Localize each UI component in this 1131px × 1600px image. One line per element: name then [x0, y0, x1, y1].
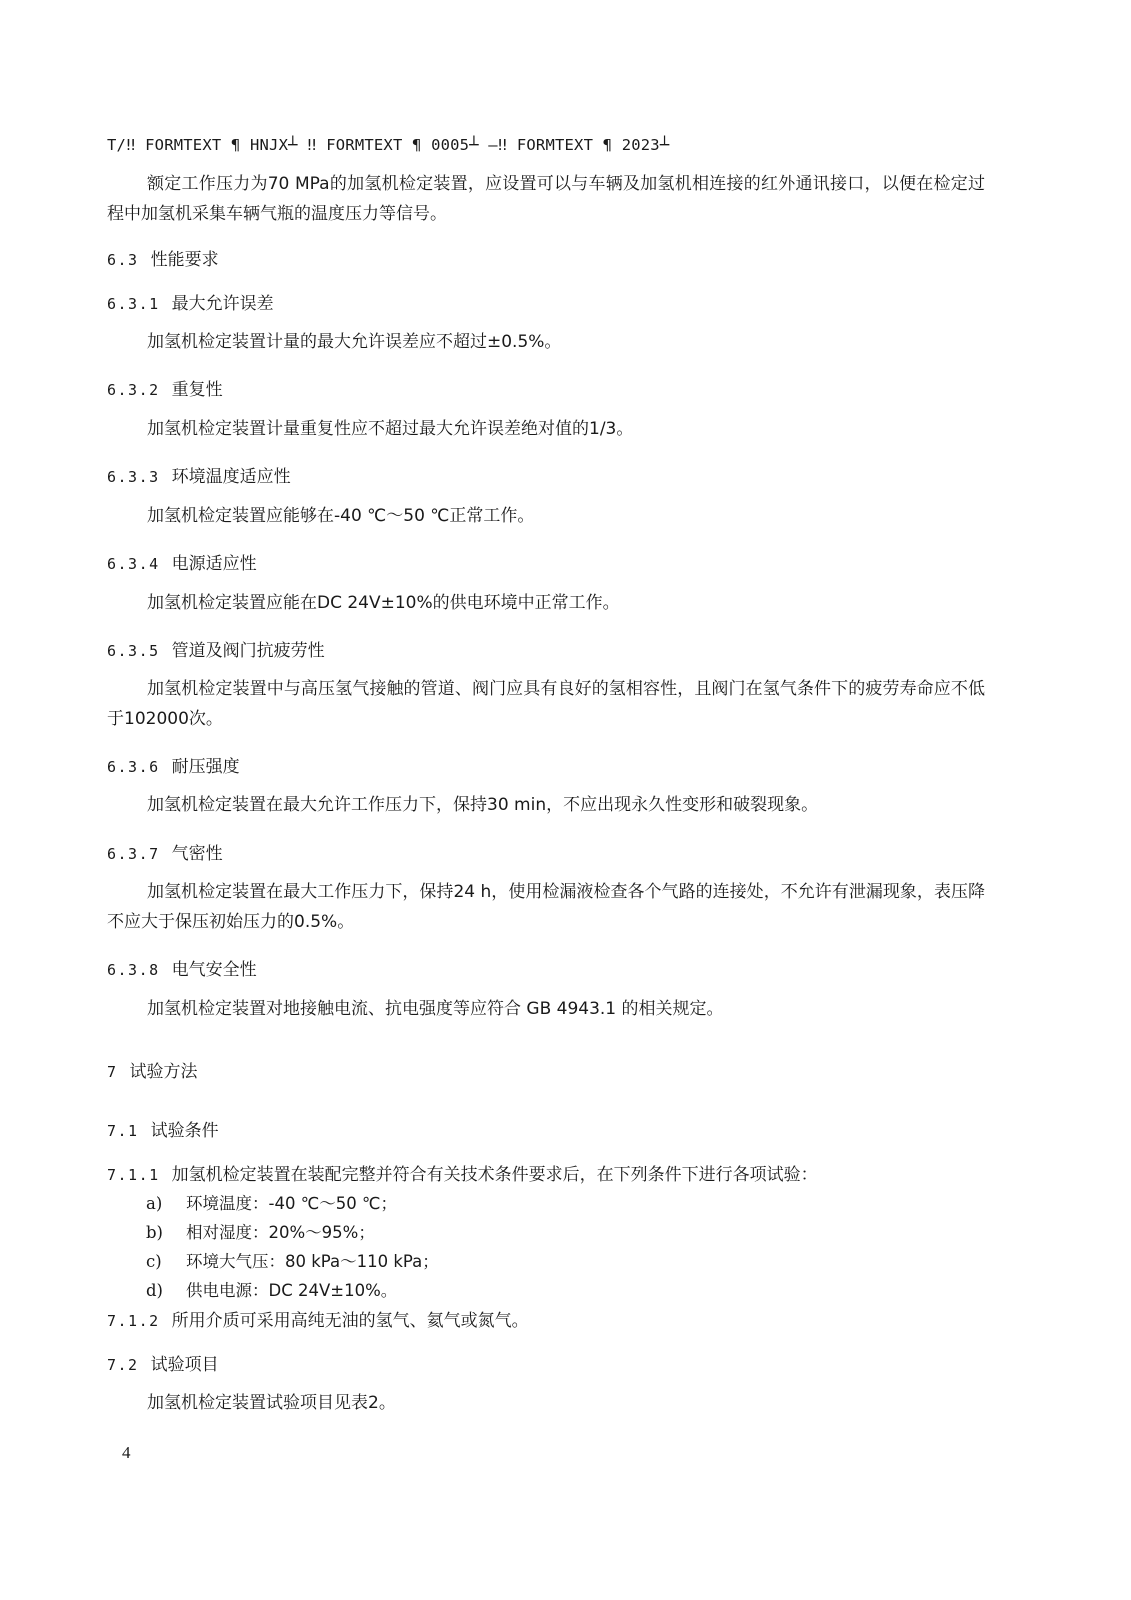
section-title: 试验方法 [129, 1062, 198, 1082]
clause-text: 加氢机检定装置在装配完整并符合有关技术条件要求后，在下列条件下进行各项试验： [171, 1165, 818, 1185]
list-item [146, 1219, 375, 1243]
clause-7-1-2 [107, 1306, 529, 1331]
section-6-3-1-heading [107, 289, 274, 314]
list-text: 环境大气压：80 kPa～110 kPa； [186, 1252, 439, 1271]
section-number: 7 [107, 1063, 118, 1081]
section-6-3-8-heading [107, 955, 257, 980]
section-number: 7.2 [107, 1356, 139, 1374]
section-title: 最大允许误差 [171, 294, 274, 314]
section-title: 电气安全性 [171, 960, 257, 980]
section-number: 6.3.4 [107, 555, 160, 573]
list-marker: c) [146, 1252, 162, 1271]
section-title: 环境温度适应性 [171, 467, 291, 487]
section-6-3-4-text: 加氢机检定装置应能在DC 24V±10%的供电环境中正常工作。 [147, 593, 620, 613]
section-6-3-heading [107, 245, 219, 270]
section-title: 试验项目 [150, 1355, 219, 1375]
section-title: 重复性 [171, 380, 223, 400]
document-code-header: T/‼ FORMTEXT ¶ HNJX┴ ‼ FORMTEXT ¶ 0005┴ —‼ FORMTEXT ¶ 2023┴ [107, 136, 670, 154]
section-6-3-2-text: 加氢机检定装置计量重复性应不超过最大允许误差绝对值的1/3。 [147, 419, 634, 439]
section-number: 6.3.6 [107, 758, 160, 776]
section-title: 气密性 [171, 844, 223, 864]
section-7-2-heading [107, 1350, 219, 1375]
section-title: 性能要求 [150, 250, 219, 270]
list-marker: a) [146, 1194, 163, 1213]
section-7-2-text: 加氢机检定装置试验项目见表2。 [147, 1393, 396, 1413]
section-6-3-3-heading [107, 462, 291, 487]
section-number: 6.3.7 [107, 845, 160, 863]
page-number: 4 [122, 1443, 131, 1462]
clause-number: 7.1.2 [107, 1312, 160, 1330]
list-text: 相对湿度：20%～95%； [186, 1223, 375, 1242]
list-text: 环境温度：-40 ℃～50 ℃； [186, 1194, 397, 1213]
section-number: 6.3.1 [107, 295, 160, 313]
section-6-3-8-text: 加氢机检定装置对地接触电流、抗电强度等应符合 GB 4943.1 的相关规定。 [147, 999, 724, 1019]
clause-text: 所用介质可采用高纯无油的氢气、氦气或氮气。 [171, 1311, 529, 1331]
intro-paragraph: 额定工作压力为70 MPa的加氢机检定装置，应设置可以与车辆及加氢机相连接的红外通讯接口，以便在检定过程中加氢机采集车辆气瓶的温度压力等信号。 [107, 174, 985, 224]
section-number: 6.3 [107, 251, 139, 269]
section-6-3-2-heading [107, 375, 223, 400]
section-6-3-5-text: 加氢机检定装置中与高压氢气接触的管道、阀门应具有良好的氢相容性，且阀门在氢气条件下的疲劳寿命应不低于102000次。 [107, 679, 985, 729]
section-6-3-4-heading [107, 549, 257, 574]
section-7-heading [107, 1057, 198, 1082]
section-number: 6.3.5 [107, 642, 160, 660]
section-number: 6.3.3 [107, 468, 160, 486]
section-6-3-6-heading [107, 752, 240, 777]
section-number: 6.3.2 [107, 381, 160, 399]
section-title: 耐压强度 [171, 757, 240, 777]
clause-7-1-1 [107, 1160, 818, 1185]
section-6-3-3-text: 加氢机检定装置应能够在-40 ℃～50 ℃正常工作。 [147, 506, 535, 526]
section-title: 电源适应性 [171, 554, 257, 574]
section-title: 试验条件 [150, 1121, 219, 1141]
list-item [146, 1248, 439, 1272]
section-7-1-heading [107, 1116, 219, 1141]
section-6-3-7-text: 加氢机检定装置在最大工作压力下，保持24 h，使用检漏液检查各个气路的连接处，不允许有泄漏现象，表压降不应大于保压初始压力的0.5%。 [107, 882, 985, 932]
section-number: 7.1 [107, 1122, 139, 1140]
list-item [146, 1190, 397, 1214]
list-text: 供电电源：DC 24V±10%。 [186, 1281, 398, 1300]
section-number: 6.3.8 [107, 961, 160, 979]
section-6-3-6-text: 加氢机检定装置在最大允许工作压力下，保持30 min，不应出现永久性变形和破裂现象。 [147, 795, 819, 815]
clause-number: 7.1.1 [107, 1166, 160, 1184]
section-title: 管道及阀门抗疲劳性 [171, 641, 325, 661]
list-marker: b) [146, 1223, 163, 1242]
section-6-3-7-heading [107, 839, 223, 864]
section-6-3-5-heading [107, 636, 325, 661]
list-marker: d) [146, 1281, 163, 1300]
section-6-3-1-text: 加氢机检定装置计量的最大允许误差应不超过±0.5%。 [147, 332, 562, 352]
list-item [146, 1277, 397, 1301]
